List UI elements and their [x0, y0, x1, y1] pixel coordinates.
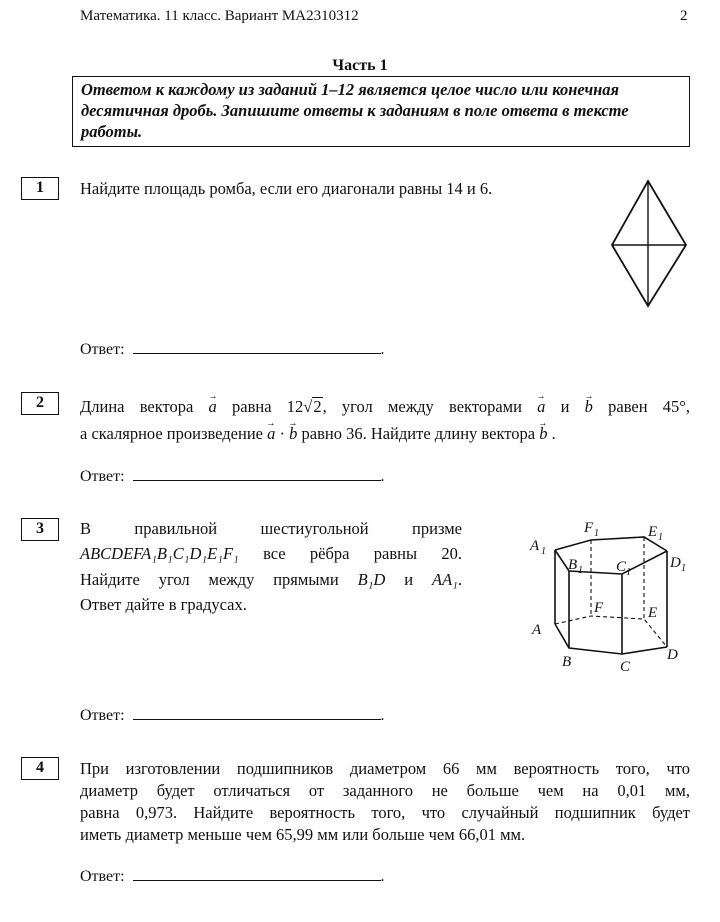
- t2-p8: .: [551, 424, 556, 443]
- label-c1: C: [616, 559, 627, 575]
- task-4-line-1: При изготовлении подшипников диаметром 66 мм вероятность того, что: [80, 759, 690, 778]
- answer-field-3[interactable]: [80, 705, 385, 725]
- label-e: E: [648, 605, 658, 621]
- t2-p3: , угол между векторами: [322, 397, 522, 416]
- label-a: A: [532, 622, 542, 638]
- hexagonal-prism-figure: [524, 514, 694, 674]
- answer-field-2[interactable]: [80, 466, 385, 486]
- answer-line[interactable]: [133, 339, 381, 354]
- t3-line3a: Найдите угол между прямыми: [80, 570, 339, 589]
- label-d1: D: [670, 555, 681, 571]
- answer-line[interactable]: [133, 705, 381, 720]
- task-3-line-1: В правильной шестиугольной призме: [80, 519, 462, 538]
- label-e1: E: [648, 524, 658, 540]
- task-4-line-3: равна 0,973. Найдите вероятность того, что случайный подшипник будет: [80, 803, 690, 822]
- vector-a-2: → a: [537, 396, 545, 418]
- answer-end: .: [380, 868, 385, 885]
- sqrt-sign: √: [303, 397, 313, 416]
- vector-b-3: → b: [539, 423, 547, 445]
- t3-and: и: [404, 570, 414, 589]
- label-b1: B: [568, 557, 578, 573]
- task-number-2: 2: [21, 392, 59, 415]
- answer-end: .: [380, 468, 385, 485]
- label-c1-sub: 1: [626, 567, 631, 578]
- vector-b: → b: [585, 396, 593, 418]
- t2-p1: Длина вектора: [80, 397, 194, 416]
- task-3-line-3: [80, 569, 462, 591]
- answer-label: Ответ:: [80, 707, 125, 724]
- header-title: Математика. 11 класс. Вариант МА2310312: [80, 8, 359, 24]
- t2-p4: и: [560, 397, 570, 416]
- t3-period: .: [457, 570, 463, 589]
- task-number-4: 4: [21, 757, 59, 780]
- label-b: B: [562, 654, 572, 670]
- t2-p6: а скалярное произведение: [80, 424, 263, 443]
- task-4-line-4: иметь диаметр меньше чем 65,99 мм или больше чем 66,01 мм.: [80, 825, 526, 844]
- prism-name: ABCDEFA₁B₁C₁D₁E₁F₁: [80, 544, 239, 563]
- segment-b1d: B₁D: [357, 570, 386, 589]
- rhombus-outline: [612, 181, 686, 306]
- t3-line2: все рёбра равны 20.: [263, 544, 462, 563]
- label-e1-sub: 1: [658, 532, 663, 543]
- page-number: 2: [680, 8, 688, 24]
- t2-p2: равна 12: [232, 397, 304, 416]
- answer-field-1[interactable]: [80, 339, 385, 359]
- answer-line[interactable]: [133, 466, 381, 481]
- label-f1-sub: 1: [594, 528, 599, 539]
- label-c: C: [620, 659, 631, 674]
- vector-a: → a: [209, 396, 217, 418]
- task-3-line-4: Ответ дайте в градусах.: [80, 595, 247, 614]
- answer-label: Ответ:: [80, 468, 125, 485]
- dot-operator: ·: [279, 424, 285, 443]
- instruction-box: Ответом к каждому из заданий 1–12 является целое число или конечная десятичная дробь. Запишите ответы к заданиям в поле ответа в тексте работы.: [72, 76, 690, 147]
- answer-end: .: [380, 341, 385, 358]
- vector-a-3: → a: [267, 423, 275, 445]
- label-a1: A: [530, 538, 540, 554]
- rhombus-figure: [608, 178, 690, 310]
- answer-field-4[interactable]: [80, 866, 385, 886]
- segment-aa1: AA₁: [431, 570, 458, 589]
- label-f: F: [594, 600, 604, 616]
- task-number-3: 3: [21, 518, 59, 541]
- label-a1-sub: 1: [541, 546, 546, 557]
- task-4-line-2: диаметр будет отличаться от заданного не больше чем на 0,01 мм,: [80, 781, 690, 800]
- t2-p5: равен 45°,: [608, 397, 690, 416]
- prism-bottom-front: [555, 624, 667, 654]
- part-title: Часть 1: [332, 57, 388, 74]
- task-number-1: 1: [21, 177, 59, 200]
- sqrt-value: 2: [313, 397, 322, 416]
- answer-end: .: [380, 707, 385, 724]
- task-3-line-2: [80, 543, 462, 565]
- task-2-line-1: [80, 396, 690, 418]
- answer-label: Ответ:: [80, 341, 125, 358]
- label-f1: F: [584, 520, 594, 536]
- task-1-text: Найдите площадь ромба, если его диагонали равны 14 и 6.: [80, 179, 493, 198]
- label-d: D: [667, 647, 678, 663]
- answer-label: Ответ:: [80, 868, 125, 885]
- t2-p7: равно 36. Найдите длину вектора: [301, 424, 536, 443]
- answer-line[interactable]: [133, 866, 381, 881]
- label-b1-sub: 1: [578, 565, 583, 576]
- vector-b-2: → b: [289, 423, 297, 445]
- label-d1-sub: 1: [681, 563, 686, 574]
- task-2-line-2: [80, 423, 556, 445]
